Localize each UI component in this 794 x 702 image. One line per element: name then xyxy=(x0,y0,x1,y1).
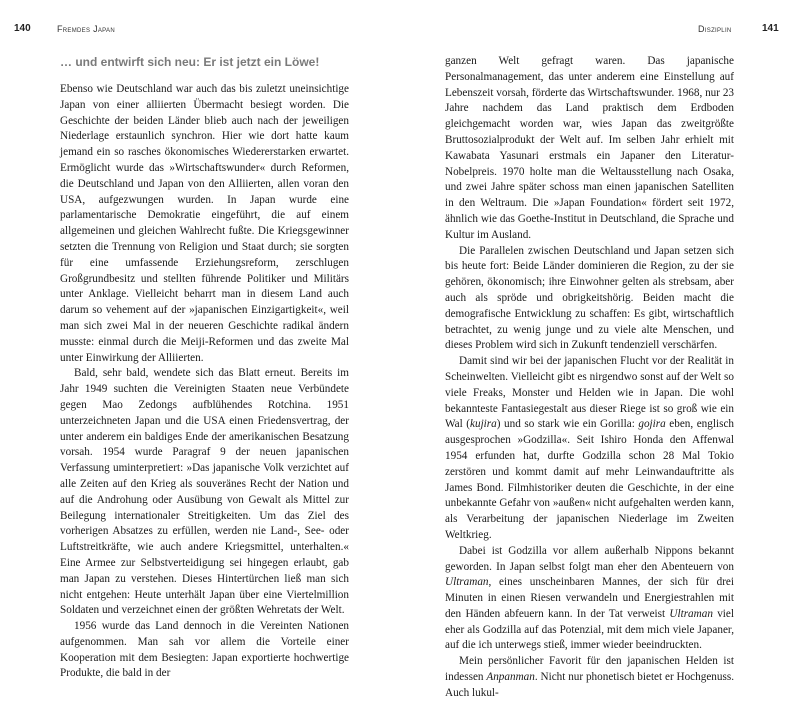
running-head: Disziplin xyxy=(698,24,732,34)
italic-term: Ultraman xyxy=(445,576,489,589)
page-number: 141 xyxy=(762,23,779,34)
paragraph: Dabei ist Godzilla vor allem außerhalb Nippons bekannt geworden. In Japan selbst folgt man eher den Abenteuern von Ultraman, eines unscheinbaren Mannes, der sich für drei Minuten in einen Riesen verwandeln und Energiestrahlen mit den Händen abfeuern kann. In der Tat verweist Ultraman viel eher als Godzilla auf das Potenzial, mit dem mich viele Japaner, auf die ich unterwegs stieß, immer wieder beeindruckten. xyxy=(445,544,734,652)
paragraph: Ebenso wie Deutschland war auch das bis zuletzt uneinsichtige Japan von einer alliierten Übermacht besiegt worden. Die Geschichte der beiden Länder blieb auch nach der jeweiligen Niederlage erstaunlich synchron. Hier wie dort hatte kaum jemand ein so rasches ökonomisches Wiedererstarken erwartet. Ermöglicht wurde das »Wirtschaftswunder« durch Reformen, die Deutschland und Japan von den Alliierten, allen voran den USA, aufgezwungen wurden. In Japan wurde eine parlamentarische Demokratie eingeführt, die auf einem allgemeinen und gleichen Wahlrecht fußte. Die Kriegsgewinner setzten die Trennung von Religion und Staat durch; sie sorgten für eine umfassende Erziehungsreform, zerschlugen Großgrundbesitz und stellten führende Politiker und Militärs unter Anklage. Vielleicht beharrt man in diesem Land auch darum so vehement auf der »japanischen Einzigartigkeit«, weil man sich zwei Mal in der neueren Geschichte radikal ändern musste: einmal durch die Meiji-Reformen und das zweite Mal unter Einwirkung der Alliierten. xyxy=(60,83,349,364)
page-number: 140 xyxy=(14,23,31,34)
italic-term: kujira xyxy=(470,418,497,431)
paragraph: Bald, sehr bald, wendete sich das Blatt erneut. Bereits im Jahr 1949 suchten die Vereinigten Staaten neue Verbündete gegen Mao Zedongs aufblühendes Rotchina. 1951 unterzeichneten Japan und die USA einen Friedensvertrag, der unter anderem ein baldiges Ende der amerikanischen Besatzung vorsah. 1954 wurde Paragraf 9 der neuen japanischen Verfassung uminterpretiert: »Das japanische Volk verzichtet auf alle Zeiten auf den Krieg als souveränes Recht der Nation und auf die Androhung oder Ausübung von Gewalt als Mittel zur Beilegung internationaler Streitigkeiten. Um das Ziel des vorherigen Absatzes zu erfüllen, werden nie Land-, See- oder Luftstreitkräfte, wie auch andere Kriegsmittel, unterhalten.« Eine Armee zur Selbstverteidigung sei hingegen erlaubt, gab man Japan zu verstehen. Dieses Hintertürchen ließ man sich nicht entgehen: Heute unterhält Japan über eine Viertelmillion Soldaten und verzeichnet einen der größten Wehretats der Welt. xyxy=(60,367,349,617)
italic-term: Anpanman xyxy=(486,671,535,684)
paragraph: 1956 wurde das Land dennoch in die Vereinten Nationen aufgenommen. Man sah vor allem die Vorteile einer Kooperation mit dem Besiegten: Japan exportierte hochwertige Produkte, die bald in der xyxy=(60,620,349,680)
right-page xyxy=(397,0,794,699)
paragraph: Die Parallelen zwischen Deutschland und Japan setzen sich bis heute fort: Beide Länder dominieren die Region, zu der sie gehören, ökonomisch; ihre Einwohner gelten als strebsam, aber auch als spröde und obrigkeitshörig. Beiden macht die demografische Entwicklung zu schaffen: Es gibt, wirtschaftlich betrachtet, zu wenig junge und zu viele alte Menschen, und dieses Problem wird sich in Zukunft tendenziell verschärfen. xyxy=(445,244,734,352)
paragraph: Mein persönlicher Favorit für den japanischen Helden ist indessen Anpanman. Nicht nur phonetisch bietet er Hochgenuss. Auch lukul- xyxy=(445,655,734,699)
paragraph: ganzen Welt gefragt waren. Das japanische Personalmanagement, das unter anderem eine Einstellung auf Lebenszeit vorsah, förderte das Wirtschaftswunder. 1968, nur 23 Jahre nachdem das Land praktisch dem Erdboden gleichgemacht worden war, wies Japan das zweitgrößte Bruttosozialprodukt der Welt auf. Im selben Jahr erhielt mit Kawabata Yasunari erstmals ein Japaner den Literatur-Nobelpreis. 1970 holte man die Weltausstellung nach Osaka, und zwei Jahre später schoss man einen japanischen Satelliten in den Weltraum. Die »Japan Foundation« fördert seit 1972, ähnlich wie das Goethe-Institut in Deutschland, die Sprache und Kultur im Ausland. xyxy=(445,55,734,241)
section-subheading: … und entwirft sich neu: Er ist jetzt ein Löwe! xyxy=(60,55,320,69)
running-head: Fremdes Japan xyxy=(57,24,115,34)
italic-term: Ultraman xyxy=(669,607,713,620)
paragraph: Damit sind wir bei der japanischen Flucht vor der Realität in Scheinwelten. Vielleicht gibt es nirgendwo sonst auf der Welt so viele Freaks, Monster und Helden wie in Japan. Die wohl bekannteste Fantasiegestalt aus dieser Riege ist so groß wie ein Wal (kujira) und so stark wie ein Gorilla: gojira eben, englisch ausgesprochen »Godzilla«. Seit Ishiro Honda den Affenwal 1954 erfunden hat, durfte Godzilla schon 28 Mal Tokio zerstören und kommt damit auf mehr Leinwandauftritte als James Bond. Filmhistoriker deuten die Geschichte, in der eine unbekannte Gefahr von »außen« nicht aufgehalten werden kann, als Verarbeitung der japanischen Niederlage im Zweiten Weltkrieg. xyxy=(445,355,734,541)
body-text xyxy=(60,82,349,682)
body-text xyxy=(445,54,734,702)
italic-term: gojira xyxy=(638,418,666,431)
left-page xyxy=(0,0,397,680)
